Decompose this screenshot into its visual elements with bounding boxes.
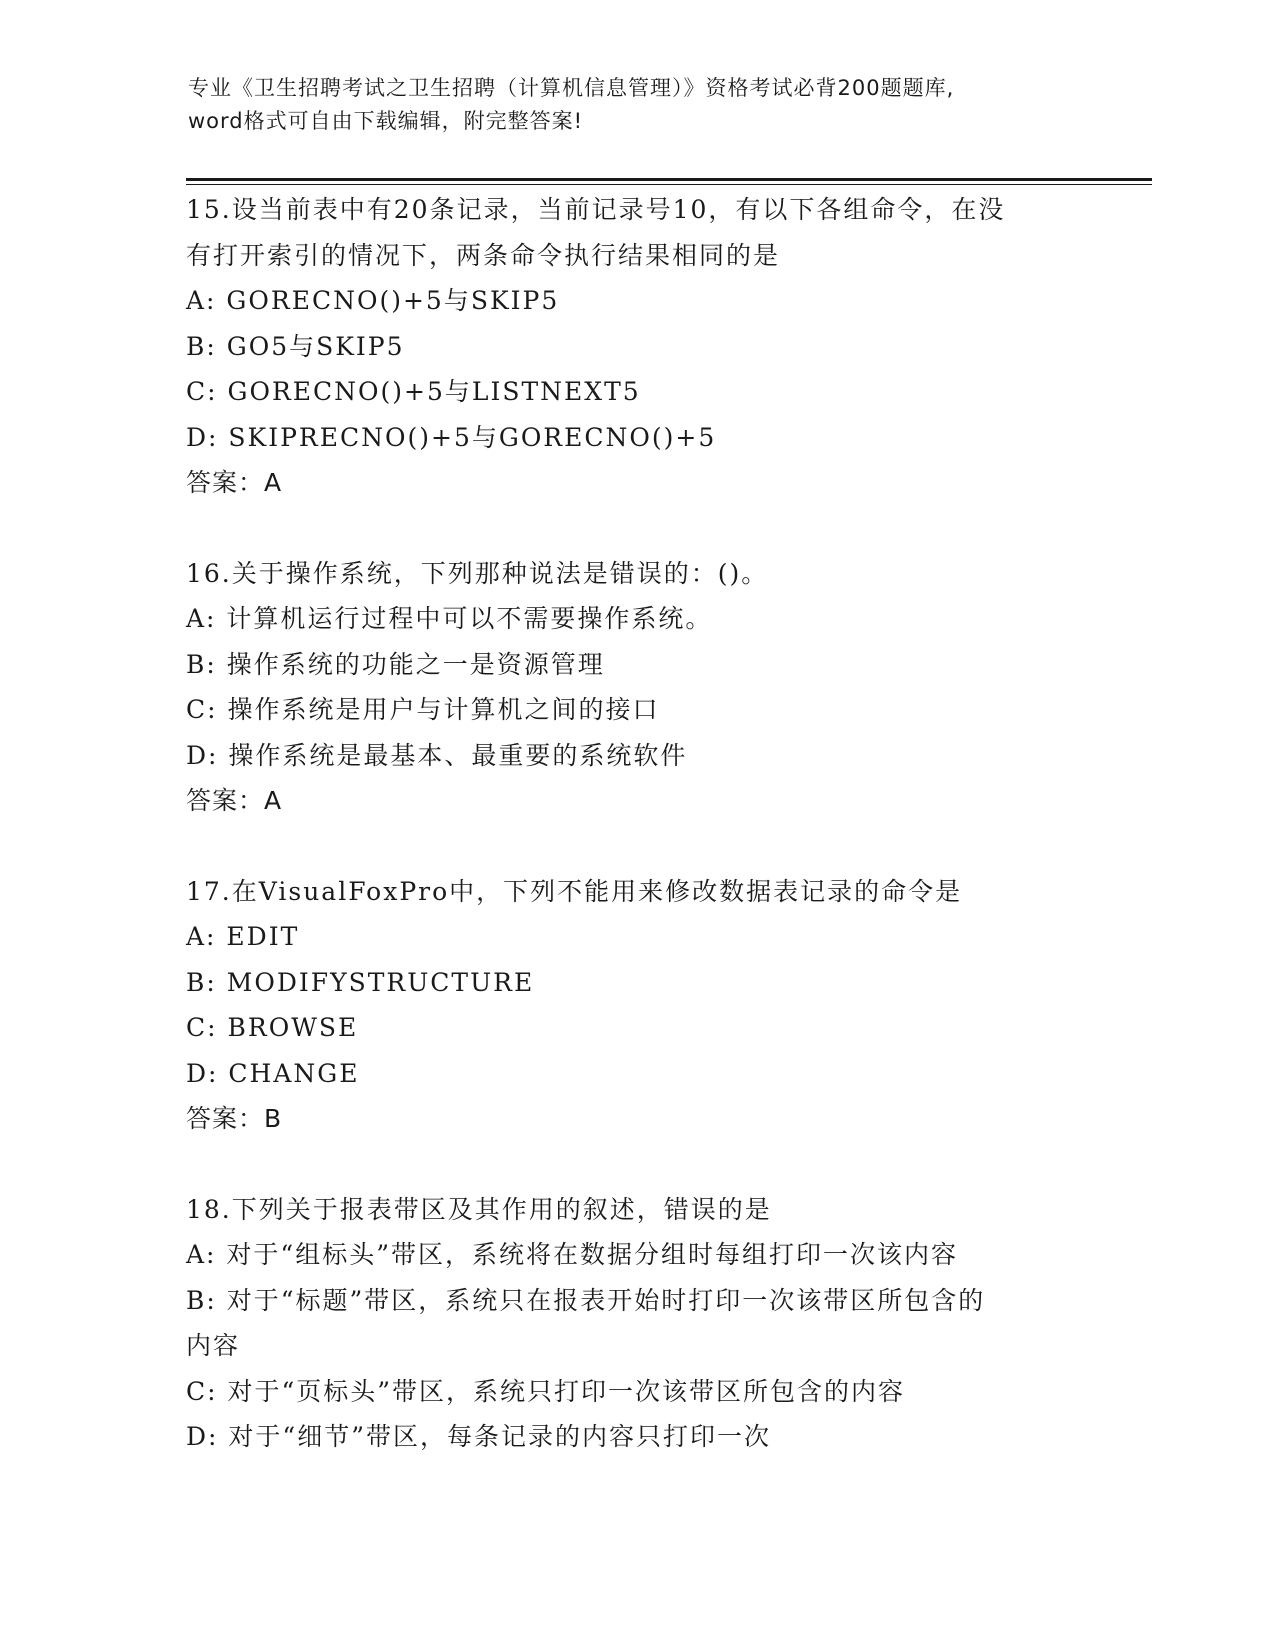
option-c: C: GORECNO()+5与LISTNEXT5 — [186, 377, 641, 406]
header-divider-thin — [186, 184, 1152, 185]
question-stem-line: 有打开索引的情况下，两条命令执行结果相同的是 — [186, 240, 781, 270]
answer-line: 答案：B — [186, 1104, 283, 1133]
option-b: B: 对于“标题”带区，系统只在报表开始时打印一次该带区所包含的 — [186, 1285, 986, 1315]
question-18 — [186, 1187, 1086, 1460]
option-b: B: 操作系统的功能之一是资源管理 — [186, 649, 605, 679]
question-16 — [186, 551, 1086, 824]
option-a: A: 计算机运行过程中可以不需要操作系统。 — [186, 604, 713, 633]
option-b: B: GO5与SKIP5 — [186, 331, 405, 361]
option-d: D: 对于“细节”带区，每条记录的内容只打印一次 — [186, 1422, 771, 1451]
header-divider-thick — [186, 178, 1152, 181]
option-a: A: 对于“组标头”带区，系统将在数据分组时每组打印一次该内容 — [186, 1240, 958, 1269]
option-c: C: BROWSE — [186, 1013, 359, 1042]
option-d: D: 操作系统是最基本、最重要的系统软件 — [186, 740, 688, 770]
header-title-line-1: 专业《卫生招聘考试之卫生招聘（计算机信息管理）》资格考试必背200题题库, — [188, 76, 955, 100]
header-title-line-2: word格式可自由下载编辑，附完整答案! — [188, 109, 584, 133]
option-d: D: CHANGE — [186, 1058, 360, 1088]
question-stem-line: 17.在VisualFoxPro中，下列不能用来修改数据表记录的命令是 — [186, 876, 963, 906]
option-b-continuation: 内容 — [186, 1331, 241, 1360]
answer-line: 答案：A — [186, 468, 283, 497]
question-stem-line: 16.关于操作系统，下列那种说法是错误的：()。 — [186, 558, 769, 588]
question-15 — [186, 187, 1086, 506]
document-header — [188, 72, 1068, 138]
question-stem-line: 15.设当前表中有20条记录，当前记录号10，有以下各组命令，在没 — [186, 195, 1006, 224]
option-c: C: 对于“页标头”带区，系统只打印一次该带区所包含的内容 — [186, 1376, 906, 1406]
option-a: A: GORECNO()+5与SKIP5 — [186, 286, 560, 315]
option-a: A: EDIT — [186, 922, 300, 951]
answer-line: 答案：A — [186, 786, 283, 815]
question-stem-line: 18.下列关于报表带区及其作用的叙述，错误的是 — [186, 1194, 772, 1224]
option-d: D: SKIPRECNO()+5与GORECNO()+5 — [186, 422, 717, 452]
question-17 — [186, 869, 1086, 1142]
question-list — [186, 187, 1086, 1460]
option-b: B: MODIFYSTRUCTURE — [186, 967, 535, 997]
option-c: C: 操作系统是用户与计算机之间的接口 — [186, 695, 660, 724]
